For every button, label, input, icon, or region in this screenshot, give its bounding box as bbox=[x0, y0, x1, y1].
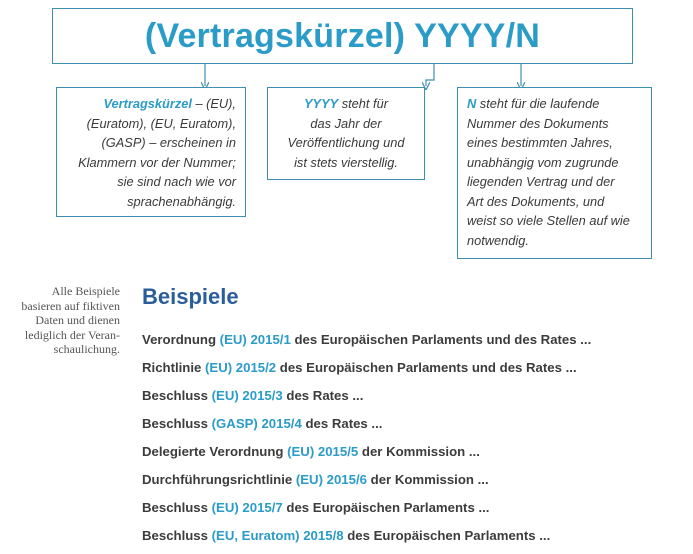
note-text: Klammern vor der Nummer; bbox=[78, 154, 236, 170]
example-author: des Europäischen Parlaments und des Rates ... bbox=[290, 332, 592, 347]
example-item bbox=[142, 414, 682, 442]
examples-heading: Beispiele bbox=[142, 284, 239, 309]
note-text: (Euratom), (EU, Euratom), bbox=[86, 115, 236, 131]
example-author: der Kommission ... bbox=[358, 444, 480, 459]
example-code: (EU) 2015/2 bbox=[205, 360, 277, 375]
margin-note-line: schaulichung. bbox=[53, 342, 120, 356]
note-text: ist stets vierstellig. bbox=[294, 154, 398, 170]
number-note bbox=[457, 87, 652, 259]
margin-note-line: Alle Beispiele bbox=[51, 284, 120, 298]
example-doc-type: Beschluss bbox=[142, 416, 212, 431]
example-doc-type: Durchführungsrichtlinie bbox=[142, 472, 296, 487]
example-author: des Europäischen Parlaments und des Rates ... bbox=[276, 360, 577, 375]
examples-list bbox=[142, 330, 682, 554]
example-doc-type: Beschluss bbox=[142, 528, 212, 543]
example-item bbox=[142, 386, 682, 414]
example-doc-type: Beschluss bbox=[142, 500, 212, 515]
example-doc-type: Richtlinie bbox=[142, 360, 206, 375]
note-text: Nummer des Dokuments bbox=[467, 115, 609, 131]
example-author: des Europäischen Parlaments ... bbox=[282, 500, 490, 515]
year-keyword: YYYY bbox=[304, 96, 339, 111]
example-item bbox=[142, 498, 682, 526]
note-text: eines bestimmten Jahres, bbox=[467, 135, 613, 150]
margin-note-line: Daten und dienen bbox=[35, 313, 120, 327]
example-item bbox=[142, 442, 682, 470]
example-author: des Rates ... bbox=[282, 388, 364, 403]
note-text: weist so viele Stellen auf wie bbox=[467, 213, 630, 228]
example-code: (EU) 2015/6 bbox=[295, 472, 367, 487]
example-author: des Europäischen Parlaments ... bbox=[343, 528, 551, 543]
connector-arrows bbox=[0, 0, 693, 100]
margin-note bbox=[20, 284, 120, 357]
number-keyword: N bbox=[467, 96, 477, 111]
example-item bbox=[142, 470, 682, 498]
example-code: (GASP) 2015/4 bbox=[211, 416, 302, 431]
note-text: steht für die laufende bbox=[476, 96, 600, 111]
example-author: der Kommission ... bbox=[366, 472, 489, 487]
example-doc-type: Verordnung bbox=[142, 332, 220, 347]
treaty-abbreviation-note bbox=[56, 87, 246, 217]
note-text: das Jahr der bbox=[310, 115, 382, 131]
example-code: (EU) 2015/7 bbox=[211, 500, 283, 515]
example-item bbox=[142, 330, 682, 358]
example-code: (EU) 2015/5 bbox=[287, 444, 359, 459]
treaty-keyword: Vertragskürzel bbox=[103, 96, 192, 111]
note-text: – erscheinen in bbox=[145, 135, 236, 150]
note-text: sprachenabhängig. bbox=[127, 193, 236, 209]
note-text: Art des Dokuments, und bbox=[467, 193, 605, 209]
margin-note-line: basieren auf fiktiven bbox=[21, 298, 120, 313]
note-text: liegenden Vertrag und der bbox=[467, 174, 615, 189]
year-note bbox=[267, 87, 425, 180]
note-text: unabhängig vom zugrunde bbox=[467, 154, 619, 170]
note-text: (GASP) bbox=[101, 135, 146, 150]
example-code: (EU) 2015/3 bbox=[211, 388, 283, 403]
example-author: des Rates ... bbox=[301, 416, 383, 431]
margin-note-line: lediglich der Veran- bbox=[24, 327, 120, 342]
format-title: (Vertragskürzel) YYYY/N bbox=[144, 16, 541, 55]
note-text: Veröffentlichung und bbox=[287, 135, 405, 150]
example-code: (EU, Euratom) 2015/8 bbox=[211, 528, 344, 543]
example-code: (EU) 2015/1 bbox=[219, 332, 291, 347]
note-text: sie sind nach wie vor bbox=[117, 174, 236, 189]
example-item bbox=[142, 358, 682, 386]
note-text: steht für bbox=[338, 96, 388, 111]
note-text: notwendig. bbox=[467, 232, 529, 248]
example-item bbox=[142, 526, 682, 554]
arrow-to-year-note bbox=[426, 64, 434, 86]
example-doc-type: Beschluss bbox=[142, 388, 212, 403]
example-doc-type: Delegierte Verordnung bbox=[142, 444, 288, 459]
note-text: – (EU), bbox=[191, 96, 236, 111]
